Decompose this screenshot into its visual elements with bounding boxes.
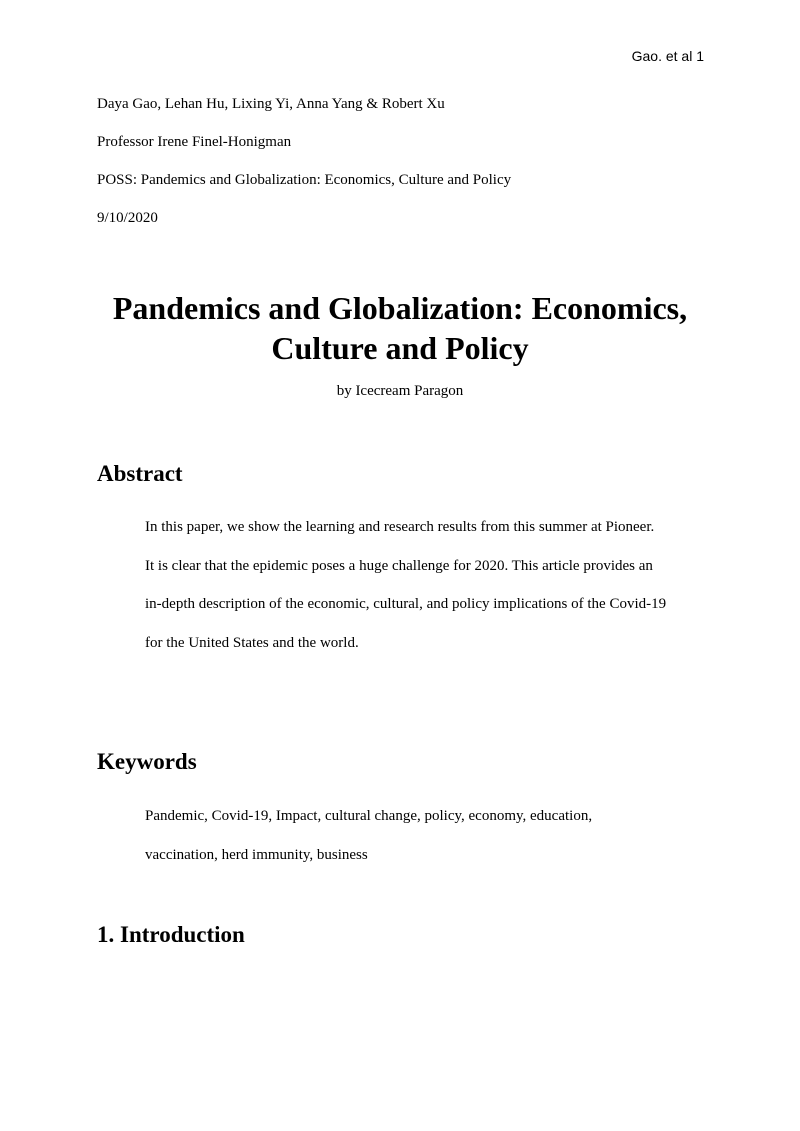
title-line-1: Pandemics and Globalization: Economics, bbox=[112, 290, 688, 326]
byline: by Icecream Paragon bbox=[336, 383, 464, 399]
abstract-line: for the United States and the world. bbox=[145, 634, 359, 651]
authors: Daya Gao, Lehan Hu, Lixing Yi, Anna Yang & Robert Xu bbox=[97, 96, 445, 112]
abstract-heading: Abstract bbox=[97, 461, 183, 486]
date: 9/10/2020 bbox=[97, 210, 158, 226]
keywords-body bbox=[145, 797, 735, 874]
abstract-line: In this paper, we show the learning and research results from this summer at Pioneer. bbox=[145, 519, 655, 535]
abstract-line: in-depth description of the economic, cultural, and policy implications of the Covid-19 bbox=[145, 596, 667, 612]
keywords-heading: Keywords bbox=[97, 749, 197, 774]
introduction-heading: 1. Introduction bbox=[97, 922, 245, 947]
professor: Professor Irene Finel-Honigman bbox=[97, 134, 292, 150]
abstract-body bbox=[145, 508, 735, 662]
running-head: Gao. et al 1 bbox=[631, 48, 704, 64]
keywords-line: vaccination, herd immunity, business bbox=[145, 846, 368, 863]
keywords-line: Pandemic, Covid-19, Impact, cultural change, policy, economy, education, bbox=[145, 808, 593, 824]
author-heading-block bbox=[97, 95, 511, 247]
title-line-2: Culture and Policy bbox=[271, 330, 529, 366]
abstract-line: It is clear that the epidemic poses a huge challenge for 2020. This article provides an bbox=[145, 557, 653, 574]
course: POSS: Pandemics and Globalization: Economics, Culture and Policy bbox=[97, 172, 512, 188]
paper-title bbox=[0, 288, 800, 368]
